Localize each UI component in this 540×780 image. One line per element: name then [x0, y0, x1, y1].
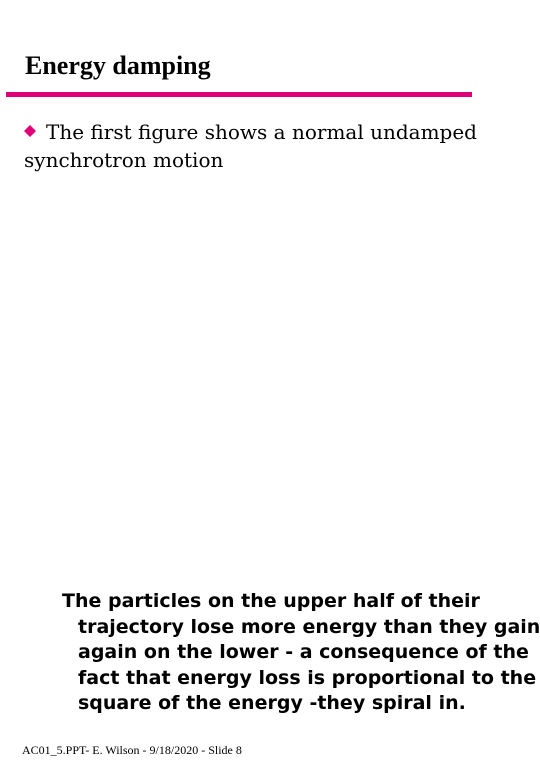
- paragraph-line: fact that energy loss is proportional to the: [78, 666, 537, 689]
- figure-placeholder: [40, 180, 500, 580]
- slide-title: Energy damping: [25, 51, 211, 80]
- bullet-text-line: The first figure shows a normal undamped: [46, 120, 477, 144]
- diamond-bullet-icon: [24, 125, 36, 137]
- bullet-text: [24, 118, 521, 174]
- explanation-paragraph: [62, 589, 540, 717]
- title-underline: [6, 92, 472, 97]
- paragraph-line: The particles on the upper half of their: [62, 590, 480, 612]
- paragraph-line: again on the lower - a consequence of the: [78, 641, 529, 663]
- paragraph-line: trajectory lose more energy than they gain: [78, 615, 540, 638]
- paragraph-line: square of the energy -they spiral in.: [78, 692, 466, 714]
- bullet-text-line: synchrotron motion: [24, 148, 224, 172]
- slide-footer: AC01_5.PPT- E. Wilson - 9/18/2020 - Slide 8: [22, 743, 242, 757]
